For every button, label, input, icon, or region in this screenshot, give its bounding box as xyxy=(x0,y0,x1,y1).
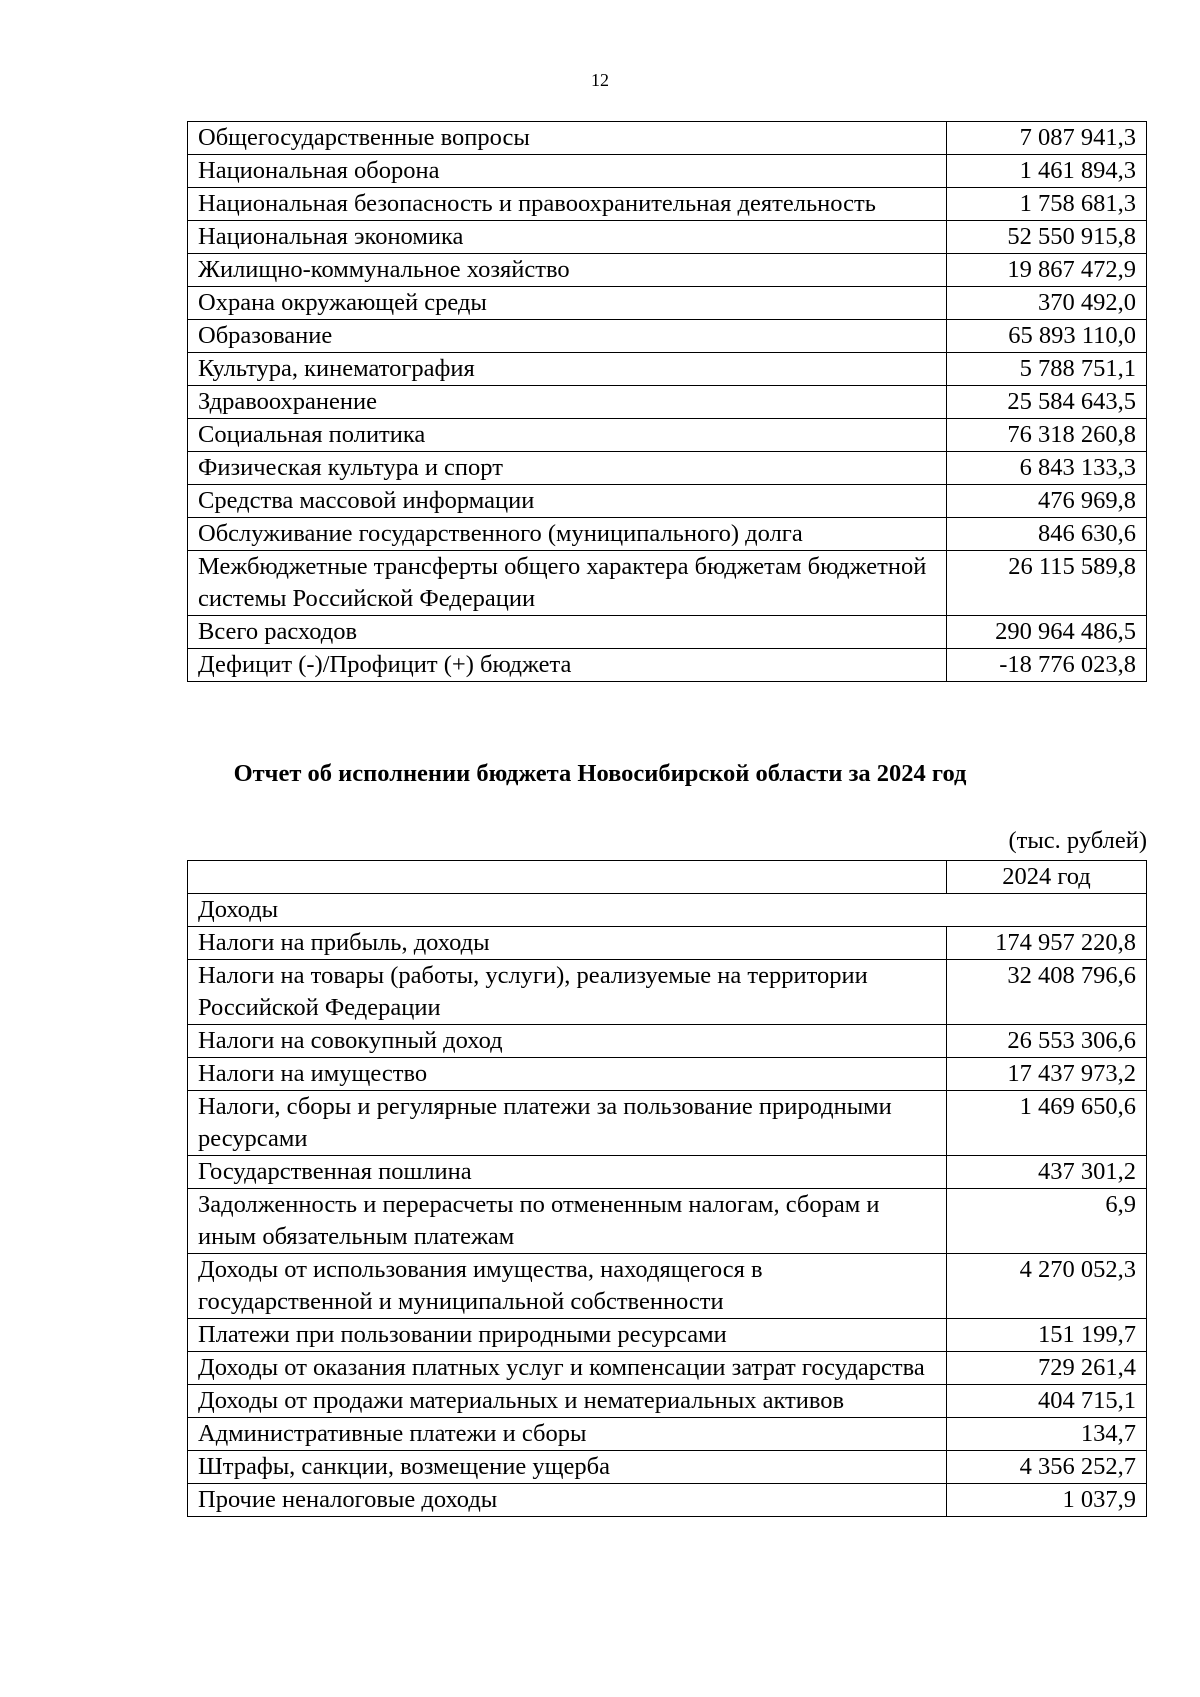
row-label: Физическая культура и спорт xyxy=(188,452,947,485)
row-value: 7 087 941,3 xyxy=(947,122,1147,155)
row-value: 174 957 220,8 xyxy=(947,927,1147,960)
row-value: -18 776 023,8 xyxy=(947,649,1147,682)
row-label: Национальная оборона xyxy=(188,155,947,188)
table-row xyxy=(188,1451,1147,1484)
table-row xyxy=(188,551,1147,616)
row-label: Государственная пошлина xyxy=(188,1156,947,1189)
row-value: 290 964 486,5 xyxy=(947,616,1147,649)
table-row xyxy=(188,221,1147,254)
table-row xyxy=(188,1058,1147,1091)
table-row xyxy=(188,1418,1147,1451)
row-value: 370 492,0 xyxy=(947,287,1147,320)
table-row xyxy=(188,452,1147,485)
row-label: Доходы от оказания платных услуг и компенсации затрат государства xyxy=(188,1352,947,1385)
table-row xyxy=(188,320,1147,353)
row-value: 6,9 xyxy=(947,1189,1147,1254)
table-row xyxy=(188,188,1147,221)
table-row xyxy=(188,1352,1147,1385)
table-row xyxy=(188,485,1147,518)
row-value: 1 037,9 xyxy=(947,1484,1147,1517)
row-value: 5 788 751,1 xyxy=(947,353,1147,386)
row-label: Жилищно-коммунальное хозяйство xyxy=(188,254,947,287)
row-label: Налоги, сборы и регулярные платежи за пользование природными ресурсами xyxy=(188,1091,947,1156)
table-row xyxy=(188,1025,1147,1058)
row-label: Национальная экономика xyxy=(188,221,947,254)
row-label: Дефицит (-)/Профицит (+) бюджета xyxy=(188,649,947,682)
row-value: 52 550 915,8 xyxy=(947,221,1147,254)
row-label: Обслуживание государственного (муниципального) долга xyxy=(188,518,947,551)
row-label: Налоги на товары (работы, услуги), реализуемые на территории Российской Федерации xyxy=(188,960,947,1025)
row-value: 32 408 796,6 xyxy=(947,960,1147,1025)
table-row xyxy=(188,616,1147,649)
row-value: 4 356 252,7 xyxy=(947,1451,1147,1484)
page-number: 12 xyxy=(591,70,609,90)
table-row xyxy=(188,353,1147,386)
row-value: 729 261,4 xyxy=(947,1352,1147,1385)
header-empty-cell xyxy=(188,861,947,894)
table-row xyxy=(188,1189,1147,1254)
table-row xyxy=(188,1156,1147,1189)
row-label: Задолженность и перерасчеты по отмененным налогам, сборам и иным обязательным платежам xyxy=(188,1189,947,1254)
row-value: 17 437 973,2 xyxy=(947,1058,1147,1091)
row-label: Налоги на прибыль, доходы xyxy=(188,927,947,960)
row-value: 134,7 xyxy=(947,1418,1147,1451)
table-row xyxy=(188,254,1147,287)
expenses-table xyxy=(187,121,1147,682)
row-label: Штрафы, санкции, возмещение ущерба xyxy=(188,1451,947,1484)
table-row xyxy=(188,386,1147,419)
row-label: Доходы от использования имущества, находящегося в государственной и муниципальной собственности xyxy=(188,1254,947,1319)
table-row xyxy=(188,122,1147,155)
row-value: 1 461 894,3 xyxy=(947,155,1147,188)
row-label: Налоги на совокупный доход xyxy=(188,1025,947,1058)
table-row xyxy=(188,1385,1147,1418)
section-label-income: Доходы xyxy=(188,894,1147,927)
row-label: Национальная безопасность и правоохранительная деятельность xyxy=(188,188,947,221)
row-label: Средства массовой информации xyxy=(188,485,947,518)
row-value: 26 553 306,6 xyxy=(947,1025,1147,1058)
row-label: Налоги на имущество xyxy=(188,1058,947,1091)
row-label: Всего расходов xyxy=(188,616,947,649)
row-label: Доходы от продажи материальных и нематериальных активов xyxy=(188,1385,947,1418)
budget-report-table xyxy=(187,860,1147,1517)
units-label: (тыс. рублей) xyxy=(1008,827,1147,854)
row-value: 6 843 133,3 xyxy=(947,452,1147,485)
row-label: Общегосударственные вопросы xyxy=(188,122,947,155)
row-value: 1 758 681,3 xyxy=(947,188,1147,221)
report-title: Отчет об исполнении бюджета Новосибирской области за 2024 год xyxy=(233,760,967,787)
row-value: 4 270 052,3 xyxy=(947,1254,1147,1319)
row-value: 26 115 589,8 xyxy=(947,551,1147,616)
row-value: 476 969,8 xyxy=(947,485,1147,518)
row-value: 151 199,7 xyxy=(947,1319,1147,1352)
row-value: 404 715,1 xyxy=(947,1385,1147,1418)
table-row xyxy=(188,518,1147,551)
row-label: Административные платежи и сборы xyxy=(188,1418,947,1451)
row-label: Социальная политика xyxy=(188,419,947,452)
column-header-year: 2024 год xyxy=(947,861,1147,894)
row-label: Здравоохранение xyxy=(188,386,947,419)
row-label: Платежи при пользовании природными ресурсами xyxy=(188,1319,947,1352)
table-row xyxy=(188,927,1147,960)
row-value: 19 867 472,9 xyxy=(947,254,1147,287)
table-row xyxy=(188,1319,1147,1352)
row-label: Межбюджетные трансферты общего характера бюджетам бюджетной системы Российской Федерации xyxy=(188,551,947,616)
section-row xyxy=(188,894,1147,927)
table-row xyxy=(188,287,1147,320)
row-label: Образование xyxy=(188,320,947,353)
row-label: Охрана окружающей среды xyxy=(188,287,947,320)
table-row xyxy=(188,155,1147,188)
table-header-row xyxy=(188,861,1147,894)
row-label: Прочие неналоговые доходы xyxy=(188,1484,947,1517)
row-value: 76 318 260,8 xyxy=(947,419,1147,452)
table-row xyxy=(188,419,1147,452)
row-value: 1 469 650,6 xyxy=(947,1091,1147,1156)
row-value: 65 893 110,0 xyxy=(947,320,1147,353)
table-row xyxy=(188,1091,1147,1156)
table-row xyxy=(188,649,1147,682)
table-row xyxy=(188,1254,1147,1319)
table-row xyxy=(188,960,1147,1025)
table-row xyxy=(188,1484,1147,1517)
row-value: 437 301,2 xyxy=(947,1156,1147,1189)
row-label: Культура, кинематография xyxy=(188,353,947,386)
row-value: 25 584 643,5 xyxy=(947,386,1147,419)
row-value: 846 630,6 xyxy=(947,518,1147,551)
